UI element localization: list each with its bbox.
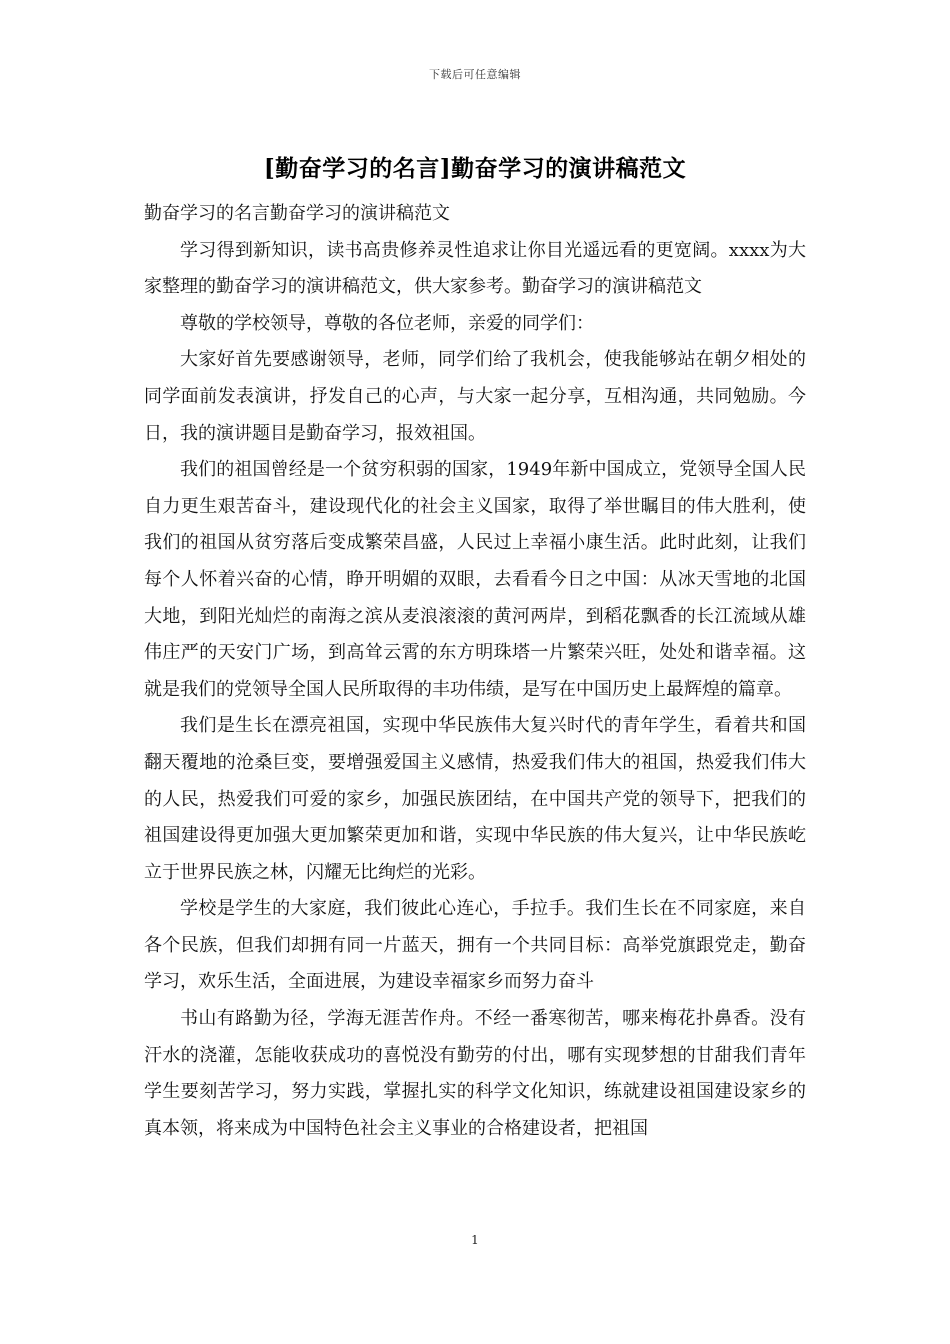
- subtitle-paragraph: 勤奋学习的名言勤奋学习的演讲稿范文: [144, 203, 450, 224]
- paragraph: 学校是学生的大家庭，我们彼此心连心，手拉手。我们生长在不同家庭，来自各个民族，但我们却拥有同一片蓝天，拥有一个共同目标：高举党旗跟党走，勤奋学习，欢乐生活，全面进展，为建设幸福家乡而努力奋斗: [144, 898, 806, 993]
- paragraph: 我们的祖国曾经是一个贫穷积弱的国家，1949年新中国成立，党领导全国人民自力更生艰苦奋斗，建设现代化的社会主义国家，取得了举世瞩目的伟大胜利，使我们的祖国从贫穷落后变成繁荣昌盛，人民过上幸福小康生活。此时此刻，让我们每个人怀着兴奋的心情，睁开明媚的双眼，去看看今日之中国：从冰天雪地的北国大地，到阳光灿烂的南海之滨从麦浪滚滚的黄河两岸，到稻花飘香的长江流域从雄伟庄严的天安门广场，到高耸云霄的东方明珠塔一片繁荣兴旺，处处和谐幸福。这就是我们的党领导全国人民所取得的丰功伟绩，是写在中国历史上最辉煌的篇章。: [144, 459, 806, 700]
- page-number: 1: [471, 1233, 479, 1247]
- document-title: [勤奋学习的名言]勤奋学习的演讲稿范文: [263, 155, 687, 182]
- paragraph: 学习得到新知识，读书高贵修养灵性追求让你目光遥远看的更宽阔。xxxx为大家整理的勤奋学习的演讲稿范文，供大家参考。勤奋学习的演讲稿范文: [144, 239, 806, 298]
- paragraph: 书山有路勤为径，学海无涯苦作舟。不经一番寒彻苦，哪来梅花扑鼻香。没有汗水的浇灌，怎能收获成功的喜悦没有勤劳的付出，哪有实现梦想的甘甜我们青年学生要刻苦学习，努力实践，掌握扎实的科学文化知识，练就建设祖国建设家乡的真本领，将来成为中国特色社会主义事业的合格建设者，把祖国: [144, 1008, 806, 1139]
- header-note: 下载后可任意编辑: [429, 68, 521, 81]
- paragraph: 尊敬的学校领导，尊敬的各位老师，亲爱的同学们：: [180, 312, 594, 334]
- paragraph: 大家好首先要感谢领导，老师，同学们给了我机会，使我能够站在朝夕相处的同学面前发表演讲，抒发自己的心声，与大家一起分享，互相沟通，共同勉励。今日，我的演讲题目是勤奋学习，报效祖国。: [144, 349, 806, 444]
- paragraph: 我们是生长在漂亮祖国，实现中华民族伟大复兴时代的青年学生，看着共和国翻天覆地的沧桑巨变，要增强爱国主义感情，热爱我们伟大的祖国，热爱我们伟大的人民，热爱我们可爱的家乡，加强民族团结，在中国共产党的领导下，把我们的祖国建设得更加强大更加繁荣更加和谐，实现中华民族的伟大复兴，让中华民族屹立于世界民族之林，闪耀无比绚烂的光彩。: [144, 715, 806, 883]
- document-body: [144, 196, 806, 1147]
